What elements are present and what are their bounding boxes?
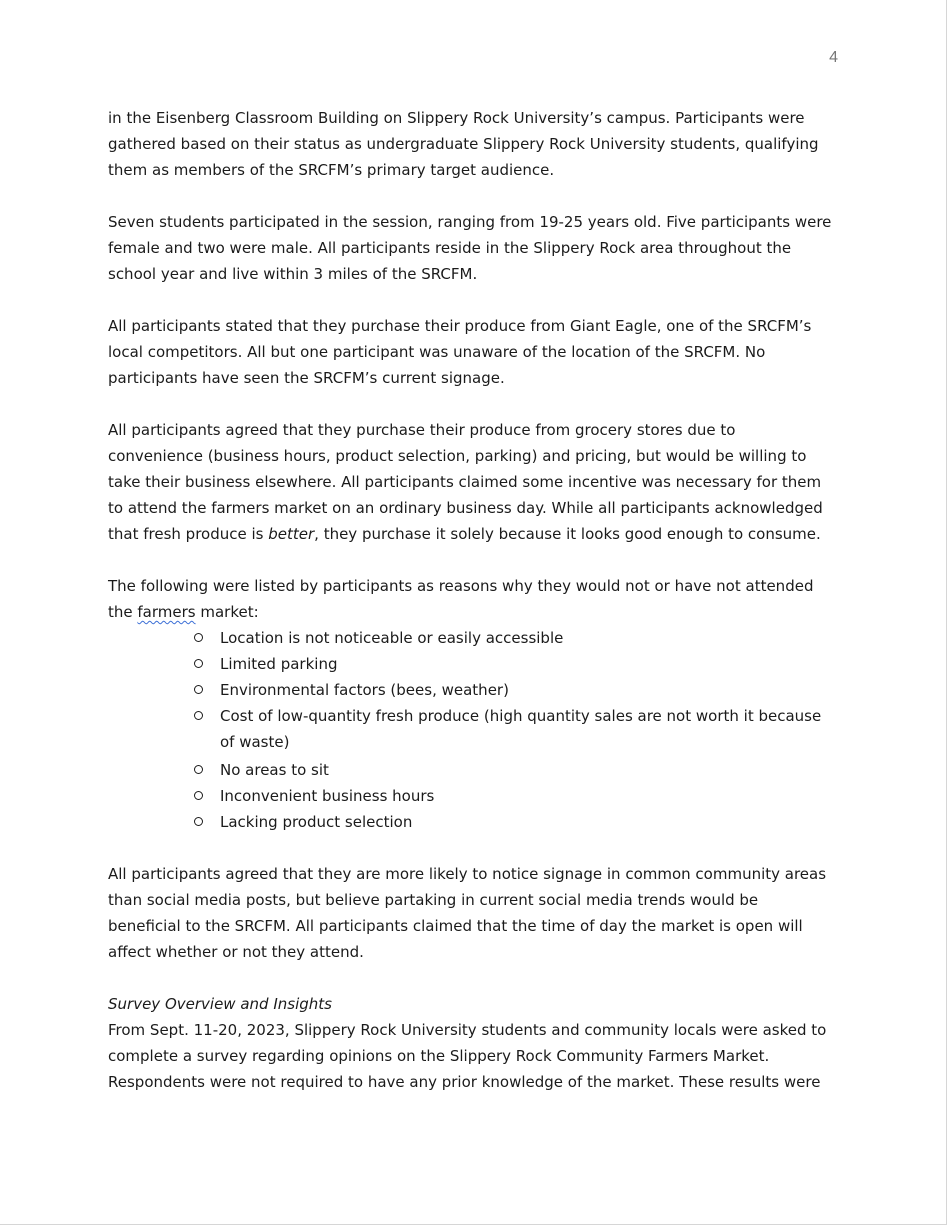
text-run: , they purchase it solely because it looks good enough to consume.	[314, 525, 821, 543]
text-line: participants have seen the SRCFM’s current signage.	[108, 369, 505, 387]
text-line: From Sept. 11-20, 2023, Slippery Rock University students and community locals were asked to	[108, 1021, 827, 1039]
text-line	[108, 521, 838, 547]
text-line: affect whether or not they attend.	[108, 943, 364, 961]
section-heading: Survey Overview and Insights	[108, 995, 332, 1013]
text-line: All participants stated that they purchase their produce from Giant Eagle, one of the SRCFM’s	[108, 317, 812, 335]
text-line: than social media posts, but believe partaking in current social media trends would be	[108, 891, 759, 909]
text-line: female and two were male. All participants reside in the Slippery Rock area throughout the	[108, 239, 792, 257]
text-line: to attend the farmers market on an ordinary business day. While all participants acknowledged	[108, 499, 823, 517]
hollow-bullet-icon	[194, 633, 203, 642]
text-line: All participants agreed that they purchase their produce from grocery stores due to	[108, 421, 736, 439]
hollow-bullet-icon	[194, 817, 203, 826]
hollow-bullet-icon	[194, 659, 203, 668]
text-line: take their business elsewhere. All participants claimed some incentive was necessary for them	[108, 473, 822, 491]
text-run: market:	[195, 603, 259, 621]
list-item	[108, 809, 838, 835]
paragraph-convenience	[108, 417, 838, 547]
text-line: school year and live within 3 miles of the SRCFM.	[108, 265, 478, 283]
text-line: convenience (business hours, product selection, parking) and pricing, but would be willing to	[108, 447, 807, 465]
text-line	[108, 599, 838, 625]
list-item-text-continued: of waste)	[220, 733, 290, 751]
text-line: Seven students participated in the session, ranging from 19-25 years old. Five participants were	[108, 213, 832, 231]
paragraph-produce-source	[108, 313, 838, 391]
list-item-text: Lacking product selection	[220, 813, 413, 831]
list-item	[108, 703, 838, 757]
paragraph-session-location	[108, 105, 838, 183]
text-line: gathered based on their status as undergraduate Slippery Rock University students, qualifying	[108, 135, 819, 153]
text-line: local competitors. All but one participant was unaware of the location of the SRCFM. No	[108, 343, 766, 361]
text-line: beneficial to the SRCFM. All participants claimed that the time of day the market is open will	[108, 917, 803, 935]
text-line: in the Eisenberg Classroom Building on Slippery Rock University’s campus. Participants were	[108, 109, 805, 127]
text-run: the	[108, 603, 138, 621]
list-item-text: Environmental factors (bees, weather)	[220, 681, 509, 699]
reasons-list	[108, 625, 838, 835]
paragraph-reasons-intro	[108, 573, 838, 625]
text-line: All participants agreed that they are more likely to notice signage in common community areas	[108, 865, 827, 883]
paragraph-signage	[108, 861, 838, 965]
hollow-bullet-icon	[194, 791, 203, 800]
list-item	[108, 757, 838, 783]
list-item	[108, 651, 838, 677]
list-item	[108, 677, 838, 703]
list-item-text: Inconvenient business hours	[220, 787, 435, 805]
list-item-text: No areas to sit	[220, 761, 329, 779]
hollow-bullet-icon	[194, 711, 203, 720]
hollow-bullet-icon	[194, 685, 203, 694]
text-run: that fresh produce is	[108, 525, 269, 543]
list-item-text: Cost of low-quantity fresh produce (high quantity sales are not worth it because	[220, 707, 822, 725]
text-line: them as members of the SRCFM’s primary target audience.	[108, 161, 555, 179]
list-item-text: Location is not noticeable or easily accessible	[220, 629, 564, 647]
paragraph-participants	[108, 209, 838, 287]
emphasis-text: better	[268, 525, 315, 543]
document-body	[108, 105, 838, 1121]
list-item	[108, 625, 838, 651]
list-item-text: Limited parking	[220, 655, 338, 673]
page-number: 4	[829, 49, 838, 66]
text-line: The following were listed by participants as reasons why they would not or have not attended	[108, 577, 814, 595]
text-line: complete a survey regarding opinions on the Slippery Rock Community Farmers Market.	[108, 1047, 770, 1065]
text-line: Respondents were not required to have any prior knowledge of the market. These results were	[108, 1073, 821, 1091]
list-item	[108, 783, 838, 809]
paragraph-survey-overview	[108, 1017, 838, 1095]
hollow-bullet-icon	[194, 765, 203, 774]
spellcheck-flagged-word[interactable]: farmers	[137, 603, 196, 621]
